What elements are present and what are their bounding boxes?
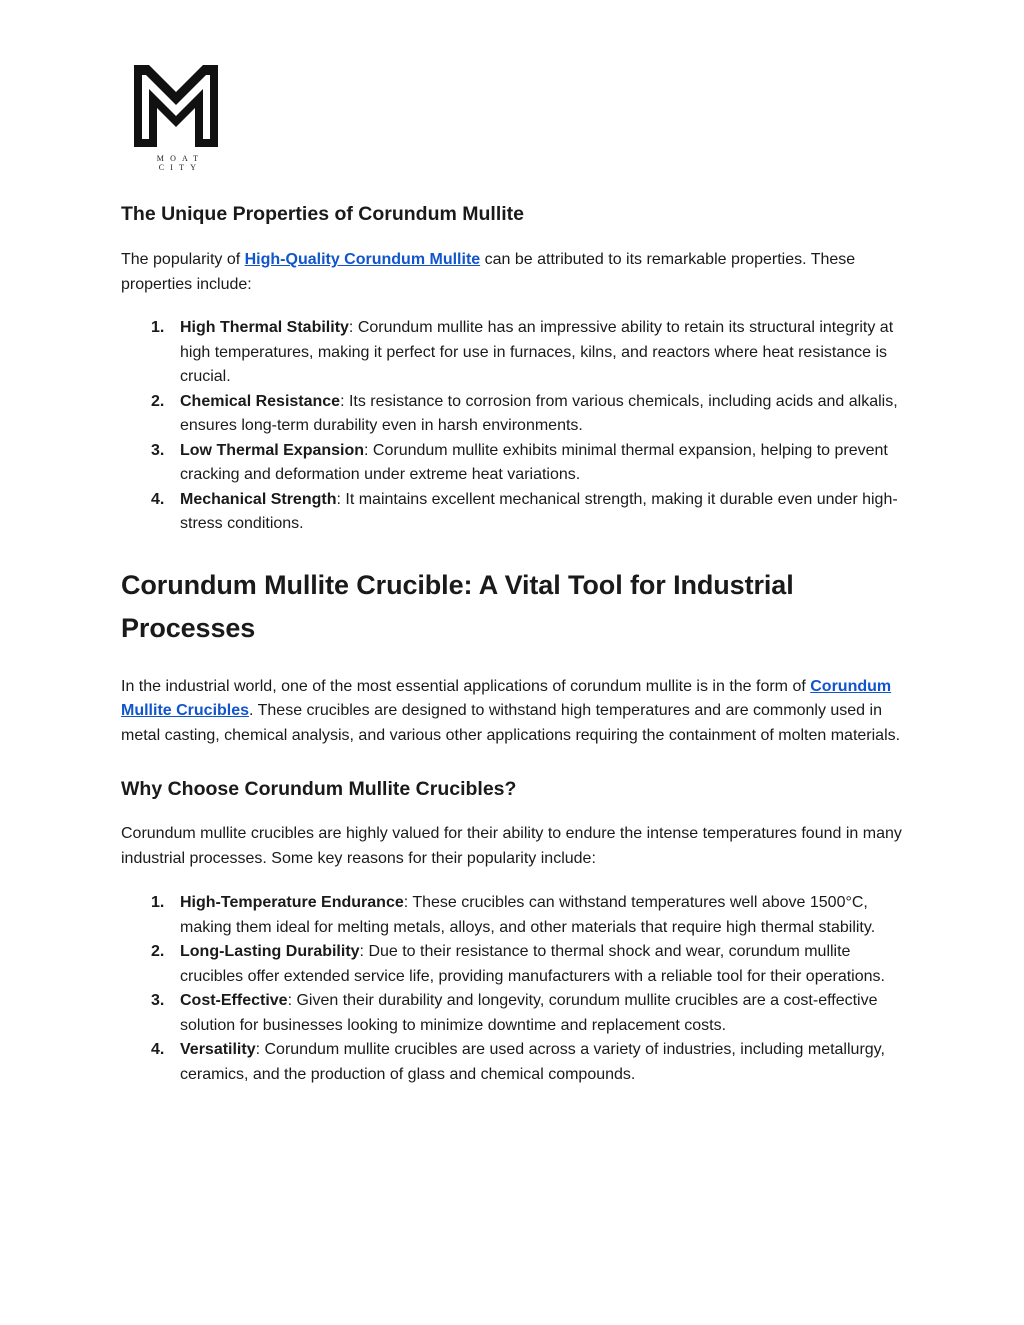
list-text: : Its resistance to corrosion from various chemicals, including acids and alkalis, ensures long-term durability even in harsh environments. [180, 392, 898, 434]
paragraph-text-end: . These crucibles are designed to withstand high temperatures and are commonly used in metal casting, chemical analysis, and various other applications requiring the containment of molten materials. [121, 702, 901, 744]
list-term: Versatility [180, 1041, 256, 1058]
list-term: Cost-Effective [180, 992, 288, 1009]
properties-list [121, 316, 911, 537]
list-text: : Given their durability and longevity, corundum mullite crucibles are a cost-effective solution for businesses looking to minimize downtime and replacement costs. [180, 992, 878, 1034]
list-number: 2. [151, 392, 165, 410]
section-heading-why-choose: Why Choose Corundum Mullite Crucibles? [121, 778, 517, 800]
list-number: 3. [151, 992, 165, 1009]
list-item [121, 488, 911, 537]
high-quality-corundum-mullite-link[interactable]: High-Quality Corundum Mullite [244, 251, 481, 268]
moat-city-m-logo-icon [131, 62, 221, 150]
list-term: Low Thermal Expansion [180, 441, 365, 459]
list-number: 2. [151, 943, 165, 960]
logo-wordmark: MOAT CITY [156, 154, 205, 172]
document-body [121, 200, 911, 1087]
list-item [121, 940, 911, 989]
list-term: Chemical Resistance [180, 392, 341, 410]
list-text: : Corundum mullite has an impressive ability to retain its structural integrity at high temperatures, making it perfect for use in furnaces, kilns, and reactors where heat resistance is crucial. [180, 319, 894, 385]
list-item [121, 891, 911, 940]
list-item [121, 316, 911, 390]
paragraph-text: In the industrial world, one of the most essential applications of corundum mullite is in the form of [121, 677, 811, 695]
moat-city-logo [131, 62, 225, 172]
why-choose-intro: Corundum mullite crucibles are highly valued for their ability to endure the intense temperatures found in many industrial processes. Some key reasons for their popularity include: [121, 825, 902, 867]
corundum-mullite-crucibles-link[interactable]: Corundum Mullite Crucibles [121, 677, 892, 719]
list-term: High Thermal Stability [180, 319, 349, 336]
crucible-paragraph [121, 675, 911, 749]
section-heading-crucible: Corundum Mullite Crucible: A Vital Tool for Industrial Processes [121, 569, 794, 643]
list-number: 3. [151, 441, 165, 459]
list-number: 1. [151, 894, 165, 911]
reasons-list [121, 891, 911, 1087]
list-number: 1. [151, 319, 165, 336]
list-item [121, 439, 911, 488]
list-term: Long-Lasting Durability [180, 943, 360, 960]
list-text: : These crucibles can withstand temperatures well above 1500°C, making them ideal for melting metals, alloys, and other materials that require high thermal stability. [180, 894, 876, 936]
section-heading-properties: The Unique Properties of Corundum Mullite [121, 203, 525, 225]
list-item [121, 1038, 911, 1087]
list-text: : Corundum mullite crucibles are used across a variety of industries, including metallurgy, ceramics, and the production of glass and chemical compounds. [180, 1041, 885, 1083]
list-number: 4. [151, 490, 165, 508]
list-text: : Due to their resistance to thermal shock and wear, corundum mullite crucibles offer extended service life, providing manufacturers with a reliable tool for their operations. [180, 943, 885, 985]
list-term: High-Temperature Endurance [180, 894, 404, 911]
list-text: : Corundum mullite exhibits minimal thermal expansion, helping to prevent cracking and deformation under extreme heat variations. [180, 441, 888, 483]
list-item [121, 390, 911, 439]
list-number: 4. [151, 1041, 165, 1058]
list-item [121, 989, 911, 1038]
list-text: : It maintains excellent mechanical strength, making it durable even under high-stress conditions. [180, 490, 898, 532]
intro-text-end: can be attributed to its remarkable properties. These properties include: [121, 251, 856, 293]
properties-intro [121, 248, 911, 297]
list-term: Mechanical Strength [180, 490, 337, 508]
intro-text: The popularity of [121, 251, 245, 268]
